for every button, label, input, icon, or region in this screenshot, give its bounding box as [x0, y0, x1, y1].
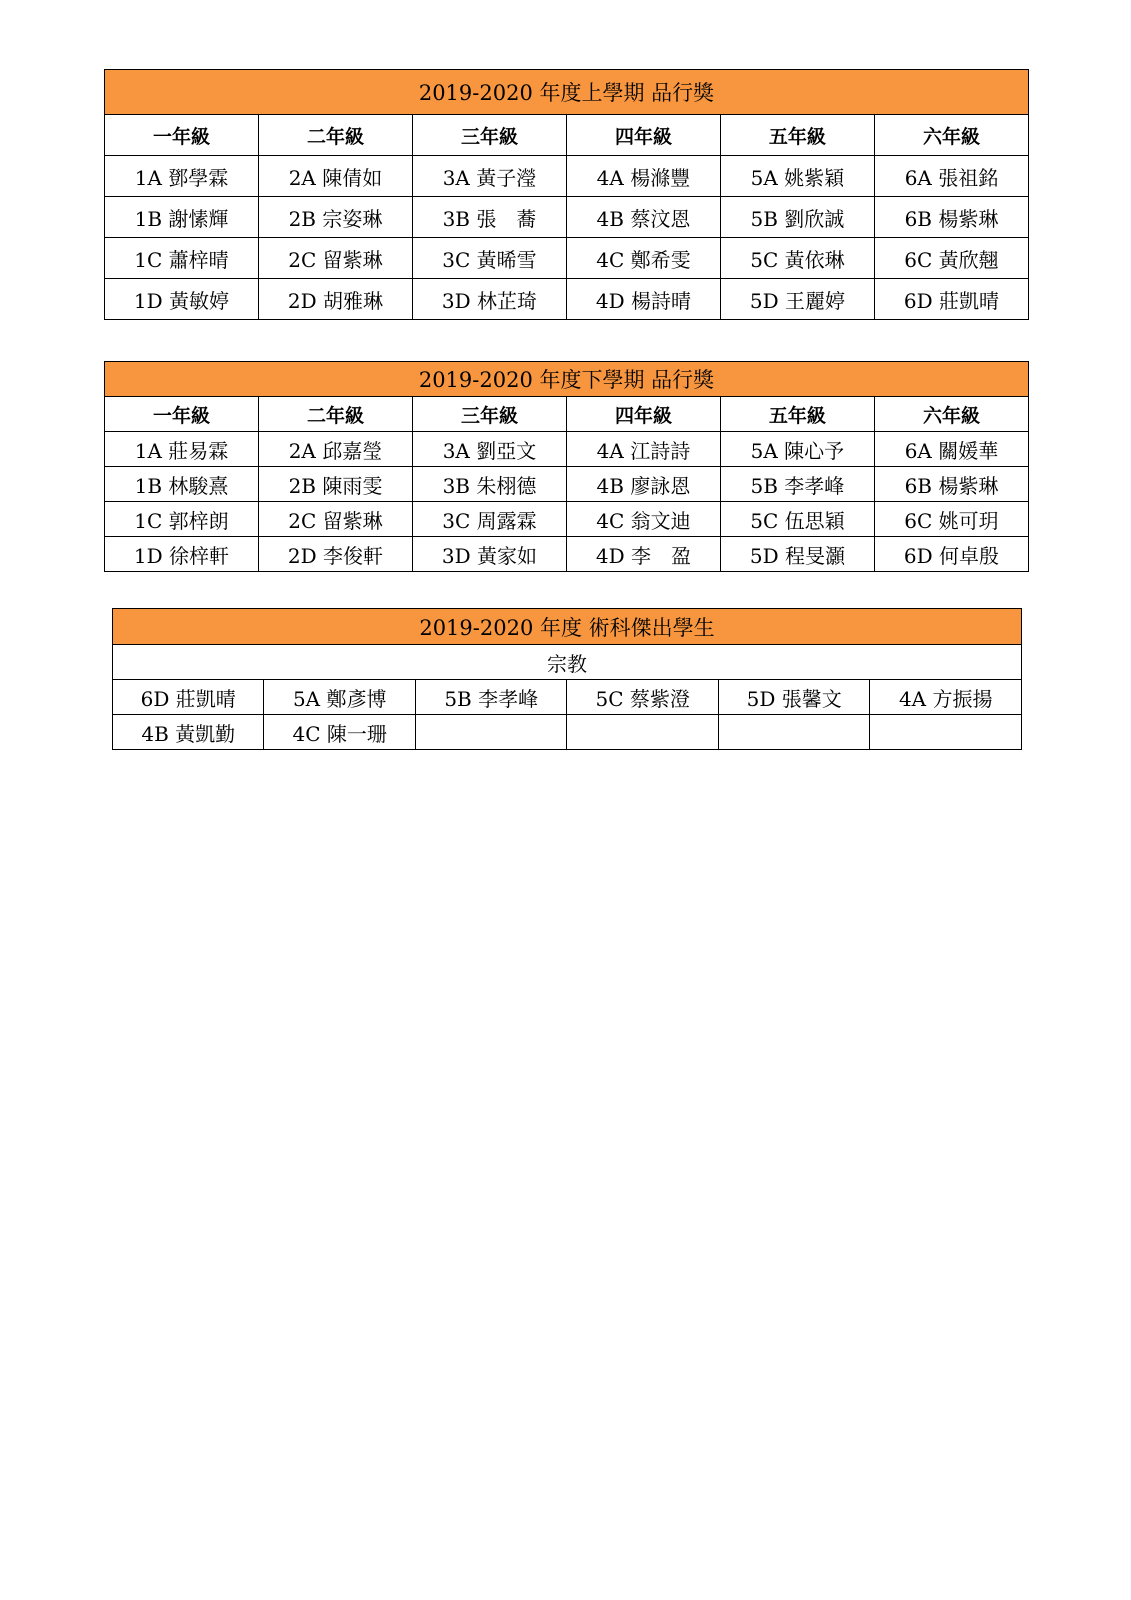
- student-cell: 5A 鄭彥博: [264, 680, 415, 715]
- student-cell: 4C 翁文迪: [566, 502, 720, 537]
- subject-row: [113, 645, 1022, 680]
- empty-cell: [870, 715, 1022, 750]
- grade-header: 二年級: [258, 115, 412, 156]
- student-cell: 2B 陳雨雯: [258, 467, 412, 502]
- student-cell: 5B 劉欣誠: [720, 197, 874, 238]
- table-row: [105, 537, 1029, 572]
- empty-cell: [567, 715, 718, 750]
- grade-header: 四年級: [566, 115, 720, 156]
- table-title-row: [105, 70, 1029, 115]
- arts-title: 2019-2020 年度 術科傑出學生: [113, 609, 1022, 645]
- grade-header: 六年級: [874, 115, 1028, 156]
- grade-header: 二年級: [258, 397, 412, 432]
- table-row: [105, 432, 1029, 467]
- student-cell: 3A 劉亞文: [412, 432, 566, 467]
- student-cell: 6D 何卓殷: [874, 537, 1028, 572]
- table-title-row: [105, 362, 1029, 397]
- grade-header: 一年級: [105, 115, 259, 156]
- student-cell: 1D 徐梓軒: [105, 537, 259, 572]
- student-cell: 2A 陳倩如: [258, 156, 412, 197]
- arts-award-table: [112, 608, 1022, 750]
- semester1-title: 2019-2020 年度上學期 品行獎: [105, 70, 1029, 115]
- student-cell: 3B 朱栩德: [412, 467, 566, 502]
- student-cell: 1B 林駿熹: [105, 467, 259, 502]
- student-cell: 4C 鄭希雯: [566, 238, 720, 279]
- student-cell: 1A 鄧學霖: [105, 156, 259, 197]
- student-cell: 2C 留紫琳: [258, 238, 412, 279]
- table-title-row: [113, 609, 1022, 645]
- student-cell: 6D 莊凱晴: [874, 279, 1028, 320]
- student-cell: 3C 黃晞雪: [412, 238, 566, 279]
- table-row: [113, 715, 1022, 750]
- grade-header: 四年級: [566, 397, 720, 432]
- student-cell: 4C 陳一珊: [264, 715, 415, 750]
- grade-header-row: [105, 115, 1029, 156]
- table-row: [105, 197, 1029, 238]
- empty-cell: [415, 715, 566, 750]
- student-cell: 3D 黃家如: [412, 537, 566, 572]
- student-cell: 5B 李孝峰: [720, 467, 874, 502]
- student-cell: 5D 王麗婷: [720, 279, 874, 320]
- student-cell: 3A 黃子瀅: [412, 156, 566, 197]
- grade-header: 五年級: [720, 397, 874, 432]
- student-cell: 4A 方振揚: [870, 680, 1022, 715]
- student-cell: 5A 姚紫穎: [720, 156, 874, 197]
- student-cell: 5A 陳心予: [720, 432, 874, 467]
- student-cell: 2D 李俊軒: [258, 537, 412, 572]
- student-cell: 4B 廖詠恩: [566, 467, 720, 502]
- student-cell: 1D 黃敏婷: [105, 279, 259, 320]
- student-cell: 1C 蕭梓晴: [105, 238, 259, 279]
- student-cell: 6B 楊紫琳: [874, 467, 1028, 502]
- student-cell: 3D 林芷琦: [412, 279, 566, 320]
- semester2-award-table: [104, 361, 1029, 572]
- semester1-award-table: [104, 69, 1029, 320]
- student-cell: 3B 張 蕎: [412, 197, 566, 238]
- grade-header-row: [105, 397, 1029, 432]
- student-cell: 5B 李孝峰: [415, 680, 566, 715]
- student-cell: 4D 楊詩晴: [566, 279, 720, 320]
- grade-header: 三年級: [412, 115, 566, 156]
- student-cell: 5D 張馨文: [718, 680, 869, 715]
- table-row: [113, 680, 1022, 715]
- student-cell: 5C 黃依琳: [720, 238, 874, 279]
- student-cell: 5D 程旻灝: [720, 537, 874, 572]
- table-row: [105, 238, 1029, 279]
- table-row: [105, 502, 1029, 537]
- student-cell: 6B 楊紫琳: [874, 197, 1028, 238]
- student-cell: 2D 胡雅琳: [258, 279, 412, 320]
- semester2-title: 2019-2020 年度下學期 品行獎: [105, 362, 1029, 397]
- grade-header: 一年級: [105, 397, 259, 432]
- student-cell: 1C 郭梓朗: [105, 502, 259, 537]
- student-cell: 4A 江詩詩: [566, 432, 720, 467]
- student-cell: 5C 蔡紫澄: [567, 680, 718, 715]
- table-row: [105, 279, 1029, 320]
- student-cell: 6D 莊凱晴: [113, 680, 264, 715]
- student-cell: 2A 邱嘉瑩: [258, 432, 412, 467]
- student-cell: 4A 楊滌豐: [566, 156, 720, 197]
- student-cell: 6A 關媛華: [874, 432, 1028, 467]
- student-cell: 6A 張祖銘: [874, 156, 1028, 197]
- table-row: [105, 467, 1029, 502]
- student-cell: 2C 留紫琳: [258, 502, 412, 537]
- student-cell: 4D 李 盈: [566, 537, 720, 572]
- empty-cell: [718, 715, 869, 750]
- student-cell: 6C 黃欣翹: [874, 238, 1028, 279]
- grade-header: 三年級: [412, 397, 566, 432]
- student-cell: 3C 周露霖: [412, 502, 566, 537]
- subject-label: 宗教: [113, 645, 1022, 680]
- grade-header: 六年級: [874, 397, 1028, 432]
- student-cell: 1A 莊易霖: [105, 432, 259, 467]
- student-cell: 5C 伍思穎: [720, 502, 874, 537]
- table-row: [105, 156, 1029, 197]
- student-cell: 4B 蔡汶恩: [566, 197, 720, 238]
- student-cell: 2B 宗姿琳: [258, 197, 412, 238]
- student-cell: 6C 姚可玥: [874, 502, 1028, 537]
- student-cell: 1B 謝愫輝: [105, 197, 259, 238]
- grade-header: 五年級: [720, 115, 874, 156]
- student-cell: 4B 黃凱勤: [113, 715, 264, 750]
